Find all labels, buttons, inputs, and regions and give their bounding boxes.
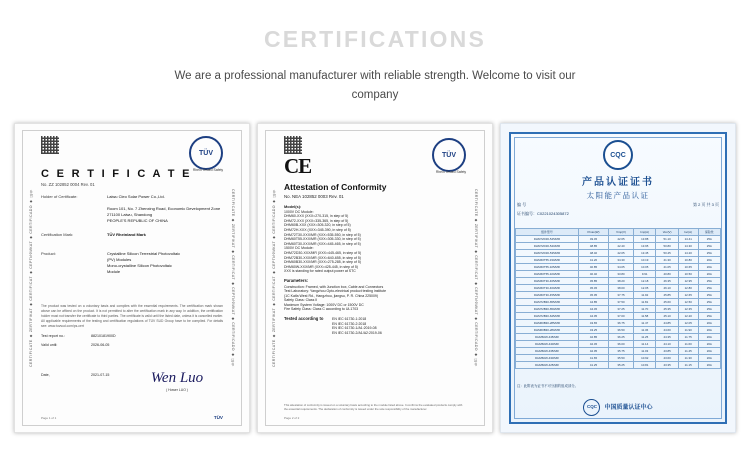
cert1-row-label: Holder of Certificate:: [41, 194, 78, 199]
table-cell: 13.88: [634, 236, 656, 243]
cert1-row: [41, 251, 223, 256]
cert2-models: [284, 205, 466, 274]
table-row: [516, 271, 721, 278]
cert1-title: C E R T I F I C A T E: [41, 168, 192, 180]
table-cell: 34.05: [609, 264, 634, 271]
cert2-legal-note: This attestation of conformity is issued on a voluntary basis according to the module listed above. It confirms the evaluated products comply with the essential requirements. The declaration of conformity is issued under the sole responsibility of the manufacturer.: [284, 403, 463, 412]
cert2-param-line: Maximum System Voltage: 1000V DC or 1500V DC: [284, 302, 364, 307]
table-cell: 25A: [698, 250, 720, 257]
cert2-model-line: 1500V DC Module:: [284, 246, 314, 251]
cert2-side-text-right: CERTIFICATE ◆ ZERTIFIKAT ◆ CERTIFICAT ◆ CEPTИФИКАТ ◆ CERTIFICADO ◆ 证书: [474, 189, 478, 367]
table-cell: 11.90: [678, 327, 698, 334]
table-cell: 12.35: [678, 306, 698, 313]
cert2-model-line: XXX is standing for rated output power at STC: [284, 269, 356, 274]
page-header: [0, 0, 750, 105]
table-row: [516, 306, 721, 313]
cert1-legal-note: The product was tested on a voluntary basis and complies with the essential requirements. The certification mark shown above can be affixed on the product. It is not permitted to alter the certification mark in any way. In addition, the certification holder must not transfer the certificate to third parties. The certificate is valid until the listed date, unless it is cancelled earlier. All applicable requirements of the testing and certification regulations of TÜV SUD Group have to be complied. For details see: www.tuvsud.com/ps-cert: [41, 304, 223, 328]
table-cell: 25A: [698, 306, 720, 313]
table-cell: 43.85: [656, 348, 678, 355]
page-title: CERTIFICATIONS: [263, 26, 487, 52]
table-cell: 41.30: [656, 257, 678, 264]
table-cell: 44.85: [656, 320, 678, 327]
table-row: [516, 236, 721, 243]
table-cell: 12.05: [678, 320, 698, 327]
cert2-model-line: DHM60B-XXX (XXX=305-320, in step of 5): [284, 223, 351, 228]
table-cell: 42.40: [609, 243, 634, 250]
table-header-cell: Isc(A): [678, 229, 698, 236]
table-header-cell: Voc(V): [656, 229, 678, 236]
table-cell: 38.00: [609, 285, 634, 292]
cert1-field-label: Valid until:: [41, 343, 58, 347]
cert1-signature-block: [137, 370, 217, 392]
table-cell: 45.45: [578, 285, 608, 292]
table-header-cell: Imp(A): [634, 229, 656, 236]
tuv-logo-caption: Rhein Tested Safety: [435, 170, 467, 174]
cert2-model-line: DHM72H-XXX (XXX=345-390, in step of 5): [284, 227, 351, 232]
tuv-logo-caption: Rhein Tested Safety: [192, 168, 224, 172]
table-cell: 34.30: [609, 257, 634, 264]
table-cell: 25A: [698, 278, 720, 285]
cert3-note: 注：此附表为证书不可分割的组成部分。: [517, 384, 579, 388]
table-cell: 45.85: [578, 278, 608, 285]
table-cell: 33.80: [609, 271, 634, 278]
table-cell: DHM72D30-545/MR: [516, 236, 579, 243]
table-row: [516, 299, 721, 306]
cert1-row-label: [41, 206, 107, 211]
cert2-param-line: Test Laboratory: Yangzhou Opto-electrical product testing institute: [284, 289, 387, 294]
table-cell: 13.45: [634, 250, 656, 257]
table-cell: 50.45: [656, 250, 678, 257]
table-cell: 25A: [698, 285, 720, 292]
cert2-standard-line: EN IEC 61730-2/A1/A2:2019-06: [332, 330, 382, 335]
table-cell: 11.14: [634, 341, 656, 348]
cert1-row-value: (PV) Modules: [107, 257, 132, 262]
table-cell: DHM60T30-460/MR: [516, 285, 579, 292]
table-cell: DHM60T55-325/MR: [516, 264, 579, 271]
table-cell: 41.05: [656, 264, 678, 271]
table-cell: 11.03: [634, 348, 656, 355]
table-cell: 10.92: [634, 355, 656, 362]
cert1-field-value: 88210181900D: [91, 334, 116, 338]
table-cell: 36.50: [609, 327, 634, 334]
cert1-side-text-right: CERTIFICATE ◆ ZERTIFIKAT ◆ CERTIFICAT ◆ CEPTИФИКАТ ◆ CERTIFICADO ◆ 证书: [231, 189, 235, 367]
table-cell: 43.65: [578, 320, 608, 327]
table-cell: 40.40: [578, 271, 608, 278]
cert2-standard-line: EN IEC 61730-1/A1:2019-08: [332, 326, 377, 331]
table-cell: 11.30: [678, 355, 698, 362]
table-cell: 11.47: [634, 320, 656, 327]
table-cell: 20A: [698, 355, 720, 362]
table-cell: 35.50: [609, 355, 634, 362]
table-row: [516, 327, 721, 334]
tuv-logo: TÜV: [432, 138, 466, 172]
cert2-model-line: DHM72T30-XXX/MR (XXX=535-550, in step of 5): [284, 232, 361, 237]
table-cell: 45.10: [656, 313, 678, 320]
table-cell: DHM60T55-330/MR: [516, 257, 579, 264]
cert1-row-label: [41, 257, 107, 262]
table-row: [516, 341, 721, 348]
table-cell: 12.65: [678, 292, 698, 299]
cert2-standard-line: EN IEC 61730-1:2018: [332, 317, 367, 322]
table-cell: DHM60W-430/MR: [516, 355, 579, 362]
table-cell: 48.85: [578, 243, 608, 250]
cert3-meta-left: 编 号: [517, 202, 527, 207]
table-cell: 10.80: [678, 257, 698, 264]
table-cell: 37.00: [609, 313, 634, 320]
table-cell: 41.25: [578, 362, 608, 369]
cert2-model-line: DHM60T55-XXX/MR (XXX=305-330, in step of 5): [284, 237, 361, 242]
table-body: [516, 236, 721, 369]
table-cell: 42.45: [578, 341, 608, 348]
cert1-row: [41, 257, 223, 262]
table-cell: 11.58: [634, 313, 656, 320]
cert1-row-label: [41, 263, 107, 268]
table-cell: DHM72D30-535/MR: [516, 250, 579, 257]
table-row: [516, 334, 721, 341]
table-header-cell: Pmax(W): [578, 229, 608, 236]
table-cell: 11.75: [678, 334, 698, 341]
cert1-field-label: Date,: [41, 373, 50, 377]
cert2-model-line: DHM60W-XXX/MR (XXX=425-445, in step of 5): [284, 264, 358, 269]
cert1-row-value: Laiwu Cleo Solar Power Co.,Ltd.: [107, 194, 165, 199]
cert2-param-line: (1C Kaifa West Rd., Hangzhou, jiangsu, P. R. China 225009): [284, 293, 379, 298]
cert1-row-label: [41, 269, 107, 274]
table-cell: DHM60B30-285/MR: [516, 320, 579, 327]
table-cell: 45.85: [656, 292, 678, 299]
table-cell: DHM60W-435/MR: [516, 348, 579, 355]
cert2-parameters: [284, 279, 466, 312]
table-row: [516, 264, 721, 271]
cert3-header: [501, 140, 735, 201]
cert1-row-label: Product:: [41, 251, 56, 256]
table-cell: 44.60: [656, 327, 678, 334]
table-cell: 11.92: [634, 292, 656, 299]
table-row: [516, 285, 721, 292]
table-cell: 37.50: [609, 299, 634, 306]
cert2-models-heading: Model(s):: [284, 204, 302, 209]
cert2-model-line: DHM72B30-XXX/MR (XXX=640-655, in step of 5): [284, 255, 361, 260]
cert1-row-label: Certification Mark:: [41, 232, 74, 237]
page-subtitle: We are a professional manufacturer with reliable strength. Welcome to visit our company: [174, 70, 576, 101]
qr-code-icon: [41, 136, 59, 154]
cert1-row: [41, 194, 223, 199]
signature-mark: Wen Luo: [150, 370, 204, 386]
table-cell: 44.35: [656, 334, 678, 341]
table-cell: 20A: [698, 341, 720, 348]
table-header-cell: 组件型号: [516, 229, 579, 236]
table-cell: 13.95: [634, 243, 656, 250]
table-cell: 48.40: [578, 250, 608, 257]
table-cell: 12.80: [678, 285, 698, 292]
table-cell: DHM60W-425/MR: [516, 362, 579, 369]
table-cell: 50.80: [656, 243, 678, 250]
certificate-card-ce[interactable]: [257, 123, 493, 433]
table-cell: 44.45: [578, 306, 608, 313]
cert2-model-line: DHM72-XXX (XXX=335-365, in step of 5): [284, 218, 349, 223]
table-cell: 43.60: [656, 355, 678, 362]
table-row: [516, 348, 721, 355]
table-cell: 11.45: [678, 348, 698, 355]
table-cell: DHM60B30-280/MR: [516, 327, 579, 334]
table-cell: 20A: [698, 271, 720, 278]
table-cell: 20A: [698, 264, 720, 271]
table-cell: 12.95: [678, 278, 698, 285]
table-header-row: [516, 229, 721, 236]
table-cell: 20A: [698, 334, 720, 341]
cert1-page-number: Page 1 of 1: [41, 416, 57, 420]
cert1-row-label: [41, 212, 107, 217]
table-row: [516, 292, 721, 299]
cert1-side-text-left: CERTIFICATE ◆ ZERTIFIKAT ◆ CERTIFICAT ◆ CEPTИФИКАТ ◆ CERTIFICADO ◆ 证书: [29, 189, 33, 367]
table-cell: 10.50: [678, 271, 698, 278]
table-row: [516, 257, 721, 264]
cert2-model-line: DHM60T30-XXX/MR (XXX=445-465, in step of 5): [284, 241, 361, 246]
cert1-row: [41, 212, 223, 217]
table-cell: 25A: [698, 313, 720, 320]
table-cell: 20A: [698, 362, 720, 369]
cqc-logo-icon: CQC: [603, 140, 633, 170]
cert1-field-value: 2021-07-15: [91, 373, 110, 377]
table-row: [516, 362, 721, 369]
cert1-fields: [41, 334, 116, 382]
cert1-brand-mark: TÜV: [213, 415, 223, 420]
table-row: [516, 250, 721, 257]
cert3-subtitle: 太阳能产品认证: [586, 191, 650, 200]
table-cell: 20A: [698, 327, 720, 334]
certificate-card-tuv[interactable]: [14, 123, 250, 433]
cert2-model-line: 1000V DC Module:: [284, 209, 314, 214]
table-cell: DHM60T55-320/MR: [516, 271, 579, 278]
cert1-row: [41, 232, 223, 237]
cert2-tested: [284, 317, 466, 335]
table-cell: 45.35: [656, 306, 678, 313]
table-cell: DHM72D30-540/MR: [516, 243, 579, 250]
cert1-row-value: Room 101, No. 7 Zhenxing Road, Economic Development Zone: [107, 206, 221, 211]
table-cell: 14.41: [678, 236, 698, 243]
table-cell: 36.75: [609, 320, 634, 327]
tuv-logo: TÜV: [189, 136, 223, 170]
table-cell: 40.85: [578, 264, 608, 271]
table-row: [516, 278, 721, 285]
table-cell: 11.15: [678, 362, 698, 369]
cert1-row-value: Crystalline Silicon Terrestrial Photovoltaic: [107, 251, 181, 256]
cert2-model-line: DHM72D30-XXX/MR (XXX=445-465, in step of 5): [284, 250, 362, 255]
table-cell: DHM60T30-465/MR: [516, 278, 579, 285]
cert1-row: [41, 269, 223, 274]
table-cell: 37.25: [609, 306, 634, 313]
cert3-meta-right: 第 2 页 共 3 页: [692, 202, 719, 207]
table-cell: 36.25: [609, 334, 634, 341]
cert2-number: No. NEA 102852 0003 Rev. 01: [284, 194, 344, 199]
cert2-tested-heading: Tested according to: [284, 316, 324, 322]
table-cell: 41.65: [578, 355, 608, 362]
table-cell: 46.35: [656, 278, 678, 285]
cert1-row-label: [41, 218, 107, 223]
table-cell: 25A: [698, 292, 720, 299]
table-cell: 20A: [698, 320, 720, 327]
cert1-field-label: Test report no.:: [41, 334, 65, 338]
table-cell: 41.20: [578, 257, 608, 264]
table-cell: 14.20: [678, 250, 698, 257]
table-cell: 37.75: [609, 292, 634, 299]
table-cell: 10.81: [634, 362, 656, 369]
table-cell: 20A: [698, 348, 720, 355]
table-cell: 9.91: [634, 271, 656, 278]
cert3-title: 产品认证证书: [582, 177, 654, 188]
cert2-param-line: Safety Class: Class II: [284, 298, 318, 303]
table-cell: 11.81: [634, 299, 656, 306]
cert1-row: [41, 206, 223, 211]
ce-mark-icon: CE: [284, 154, 312, 178]
table-cell: 10.19: [634, 257, 656, 264]
cert3-meta: [517, 202, 719, 220]
table-cell: DHM72B30-655/MR: [516, 299, 579, 306]
qr-code-icon: [284, 136, 302, 154]
table-row: [516, 320, 721, 327]
table-cell: DHM60T30-455/MR: [516, 292, 579, 299]
cert3-seal: [501, 399, 735, 416]
table-cell: 43.25: [578, 327, 608, 334]
table-cell: 42.65: [609, 236, 634, 243]
table-cell: 38.20: [609, 278, 634, 285]
table-cell: 44.85: [578, 299, 608, 306]
table-cell: 44.05: [578, 313, 608, 320]
table-cell: 12.18: [634, 278, 656, 285]
cert2-page-number: Page 2 of 2: [284, 416, 300, 420]
cqc-seal-icon: CQC: [583, 399, 600, 416]
table-cell: 35.75: [609, 348, 634, 355]
table-cell: 25A: [698, 299, 720, 306]
cert1-row-value: TÜV Rheinland Mark: [107, 232, 146, 237]
table-cell: DHM60W-445/MR: [516, 334, 579, 341]
cert2-param-line: Construction: Framed, with Junction box, Cable and Connectors: [284, 284, 384, 289]
table-row: [516, 243, 721, 250]
certificate-card-cqc[interactable]: [500, 123, 736, 433]
table-cell: 35.25: [609, 362, 634, 369]
table-cell: DHM60W-440/MR: [516, 341, 579, 348]
table-cell: 12.05: [634, 285, 656, 292]
table-cell: 36.00: [609, 341, 634, 348]
table-row: [516, 313, 721, 320]
table-cell: 10.05: [634, 264, 656, 271]
table-cell: 46.10: [656, 285, 678, 292]
table-cell: 12.20: [678, 313, 698, 320]
cert1-row: [41, 218, 223, 223]
table-cell: 12.50: [678, 299, 698, 306]
table-cell: 25A: [698, 243, 720, 250]
table-cell: 42.05: [609, 250, 634, 257]
table-header-cell: 保险丝: [698, 229, 720, 236]
table-cell: 42.05: [578, 348, 608, 355]
cert2-standard-line: EN IEC 61730-2:2018: [332, 321, 367, 326]
table-cell: 49.45: [578, 236, 608, 243]
table-cell: 25A: [698, 236, 720, 243]
table-cell: 40.80: [656, 271, 678, 278]
cert1-row-value: 271100 Laiwu, Shandong: [107, 212, 153, 217]
table-cell: 10.65: [678, 264, 698, 271]
table-cell: DHM72B30-645/MR: [516, 313, 579, 320]
table-cell: 11.36: [634, 327, 656, 334]
table-cell: 14.30: [678, 243, 698, 250]
cert3-spec-table: [515, 228, 721, 369]
cert2-model-line: DHM60-XXX (XXX=270-315, in step of 5): [284, 214, 349, 219]
table-cell: 44.10: [656, 341, 678, 348]
cert1-number: No. ZZ 102852 0004 Rev. 01: [41, 182, 95, 187]
cert2-side-text-left: CERTIFICATE ◆ ZERTIFIKAT ◆ CERTIFICAT ◆ CEPTИФИКАТ ◆ CERTIFICADO ◆ 证书: [272, 189, 276, 367]
table-cell: 51.10: [656, 236, 678, 243]
table-cell: DHM72B30-650/MR: [516, 306, 579, 313]
cert1-row-value: Mono-crystalline Silicon Photovoltaic: [107, 263, 172, 268]
table-cell: 11.60: [678, 341, 698, 348]
table-cell: 20A: [698, 257, 720, 264]
cert2-model-line: DHM60B30-XXX/MR (XXX=275-285, in step of 5): [284, 260, 361, 265]
cert1-row-value: Module: [107, 269, 121, 274]
table-cell: 11.25: [634, 334, 656, 341]
table-row: [516, 355, 721, 362]
cert1-row: [41, 263, 223, 268]
cert2-parameters-heading: Parameters:: [284, 277, 309, 283]
cert2-title: Attestation of Conformity: [284, 182, 387, 192]
table-cell: 11.70: [634, 306, 656, 313]
cert3-seal-text: 中国质量认证中心: [604, 405, 653, 412]
cert1-field-value: 2026-06-05: [91, 343, 110, 347]
cert1-row-value: PEOPLE'S REPUBLIC OF CHINA: [107, 218, 168, 223]
table-cell: 43.35: [656, 362, 678, 369]
certificate-gallery: [0, 105, 750, 433]
table-header-cell: Vmp(V): [609, 229, 634, 236]
cert2-param-line: Fire Safety Class: Class C according to UL1703: [284, 307, 359, 312]
signature-name: ( Hower LUO ): [166, 388, 188, 392]
table-cell: 45.05: [578, 292, 608, 299]
cert3-meta-left: 证书编号：C0221024305872: [517, 211, 569, 216]
table-cell: 45.60: [656, 299, 678, 306]
table-cell: 42.85: [578, 334, 608, 341]
